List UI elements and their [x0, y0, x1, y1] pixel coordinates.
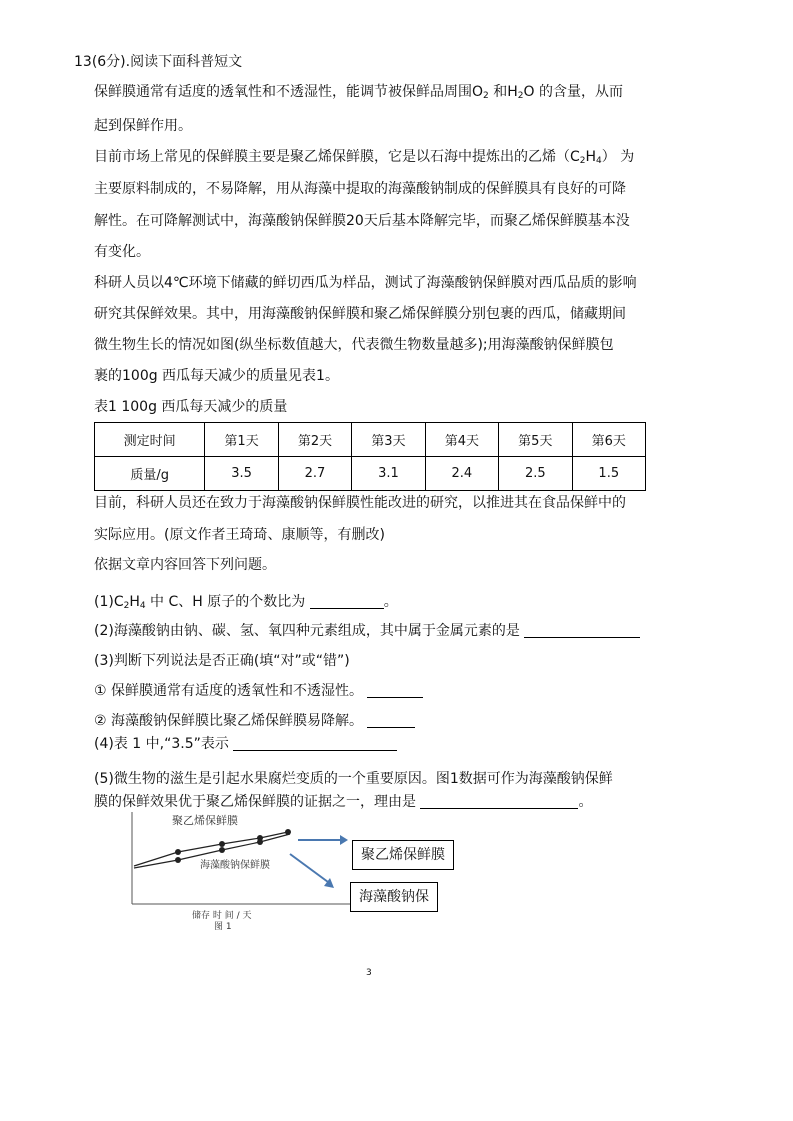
point-polyethylene	[219, 841, 225, 847]
table-cell: 2.5	[499, 457, 572, 491]
question-2: (2)海藻酸钠由钠、碳、氢、氧四种元素组成，其中属于金属元素的是	[94, 621, 640, 641]
table-cell: 1.5	[572, 457, 645, 491]
question-5-line-2: 膜的保鲜效果优于聚乙烯保鲜膜的证据之一，理由是 。	[94, 794, 593, 810]
table-caption: 表1 100g 西瓜每天减少的质量	[94, 399, 288, 415]
paragraph-2-line-4: 有变化。	[94, 244, 150, 260]
answer-blank-3-1[interactable]	[367, 683, 423, 698]
paragraph-2-line-3: 解性。在可降解测试中，海藻酸钠保鲜膜20天后基本降解完毕，而聚乙烯保鲜膜基本没	[94, 213, 630, 229]
table-header-cell: 第5天	[499, 423, 572, 457]
mass-loss-table	[94, 422, 646, 491]
paragraph-2-line-1: 目前市场上常见的保鲜膜主要是聚乙烯保鲜膜，它是以石海中提炼出的乙烯$(C_2H_4)$ 为	[94, 149, 635, 166]
question-1: $(1)C_2H_4$ 中 C、H 原子的个数比为 。	[94, 594, 398, 611]
point-polyethylene	[175, 849, 181, 855]
table-cell: 2.4	[425, 457, 498, 491]
question-5-line-1: (5)微生物的滋生是引起水果腐烂变质的一个重要原因。图1数据可作为海藻酸钠保鲜	[94, 771, 613, 787]
paragraph-1-line-1: 保鲜膜通常有适度的透氧性和不透湿性，能调节被保鲜品周围$O_2$ 和$H_2O$ 的含量，从而	[94, 84, 623, 101]
label-box-polyethylene: 聚乙烯保鲜膜	[352, 840, 454, 870]
table-cell: 3.1	[352, 457, 425, 491]
answer-blank-5[interactable]	[420, 794, 578, 809]
paragraph-3-line-1: 科研人员以4℃环境下储藏的鲜切西瓜为样品，测试了海藻酸钠保鲜膜对西瓜品质的影响	[94, 275, 637, 291]
paragraph-1-line-2: 起到保鲜作用。	[94, 118, 192, 134]
paragraph-3-line-4: 裹的100g 西瓜每天减少的质量见表1。	[94, 368, 339, 384]
curve-label-bottom: 海藻酸钠保鲜膜	[200, 860, 270, 871]
curve-label-top: 聚乙烯保鲜膜	[172, 814, 238, 827]
table-row	[95, 457, 646, 491]
paragraph-3-line-2: 研究其保鲜效果。其中，用海藻酸钠保鲜膜和聚乙烯保鲜膜分别包裹的西瓜，储藏期间	[94, 306, 626, 322]
instruction: 依据文章内容回答下列问题。	[94, 557, 276, 573]
question-4: (4)表 1 中,“3.5”表示	[94, 734, 397, 754]
paragraph-2-line-2: 主要原料制成的，不易降解，用从海藻中提取的海藻酸钠制成的保鲜膜具有良好的可降	[94, 181, 626, 197]
arrow-top-head	[340, 835, 348, 845]
paragraph-3-line-3: 微生物生长的情况如图(纵坐标数值越大，代表微生物数量越多);用海藻酸钠保鲜膜包	[94, 337, 614, 353]
point-sodium-alginate	[257, 839, 263, 845]
paragraph-4-line-1: 目前，科研人员还在致力于海藻酸钠保鲜膜性能改进的研究，以推进其在食品保鲜中的	[94, 495, 626, 511]
table-header-cell: 第1天	[205, 423, 278, 457]
table-header-cell: 第3天	[352, 423, 425, 457]
question-header: 13(6分).阅读下面科普短文	[74, 54, 243, 70]
x-axis-label: 储存 时 间 / 天	[192, 911, 252, 921]
answer-blank-3-2[interactable]	[367, 713, 415, 728]
question-3: (3)判断下列说法是否正确(填“对”或“错”)	[94, 653, 350, 669]
table-header-cell: 第6天	[572, 423, 645, 457]
answer-blank-1[interactable]	[310, 594, 384, 609]
point-sodium-alginate	[219, 847, 225, 853]
table-cell: 2.7	[278, 457, 351, 491]
point-sodium-alginate	[175, 857, 181, 863]
label-box-sodium-alginate: 海藻酸钠保	[350, 882, 438, 912]
page-number: 3	[366, 968, 372, 978]
figure-1	[130, 812, 470, 932]
table-header-cell: 测定时间	[95, 423, 205, 457]
question-3-2: ② 海藻酸钠保鲜膜比聚乙烯保鲜膜易降解。	[94, 711, 415, 731]
figure-caption: 图 1	[214, 922, 232, 932]
table-header-cell: 第2天	[278, 423, 351, 457]
table-row-label: 质量/g	[95, 457, 205, 491]
arrow-bottom	[290, 854, 328, 882]
paragraph-4-line-2: 实际应用。(原文作者王琦琦、康顺等，有删改)	[94, 527, 385, 543]
table-header-row	[95, 423, 646, 457]
answer-blank-2[interactable]	[524, 623, 640, 638]
figure-1-plot	[130, 812, 470, 932]
table-header-cell: 第4天	[425, 423, 498, 457]
table-cell: 3.5	[205, 457, 278, 491]
answer-blank-4[interactable]	[233, 736, 397, 751]
question-3-1: ① 保鲜膜通常有适度的透氧性和不透湿性。	[94, 681, 423, 701]
